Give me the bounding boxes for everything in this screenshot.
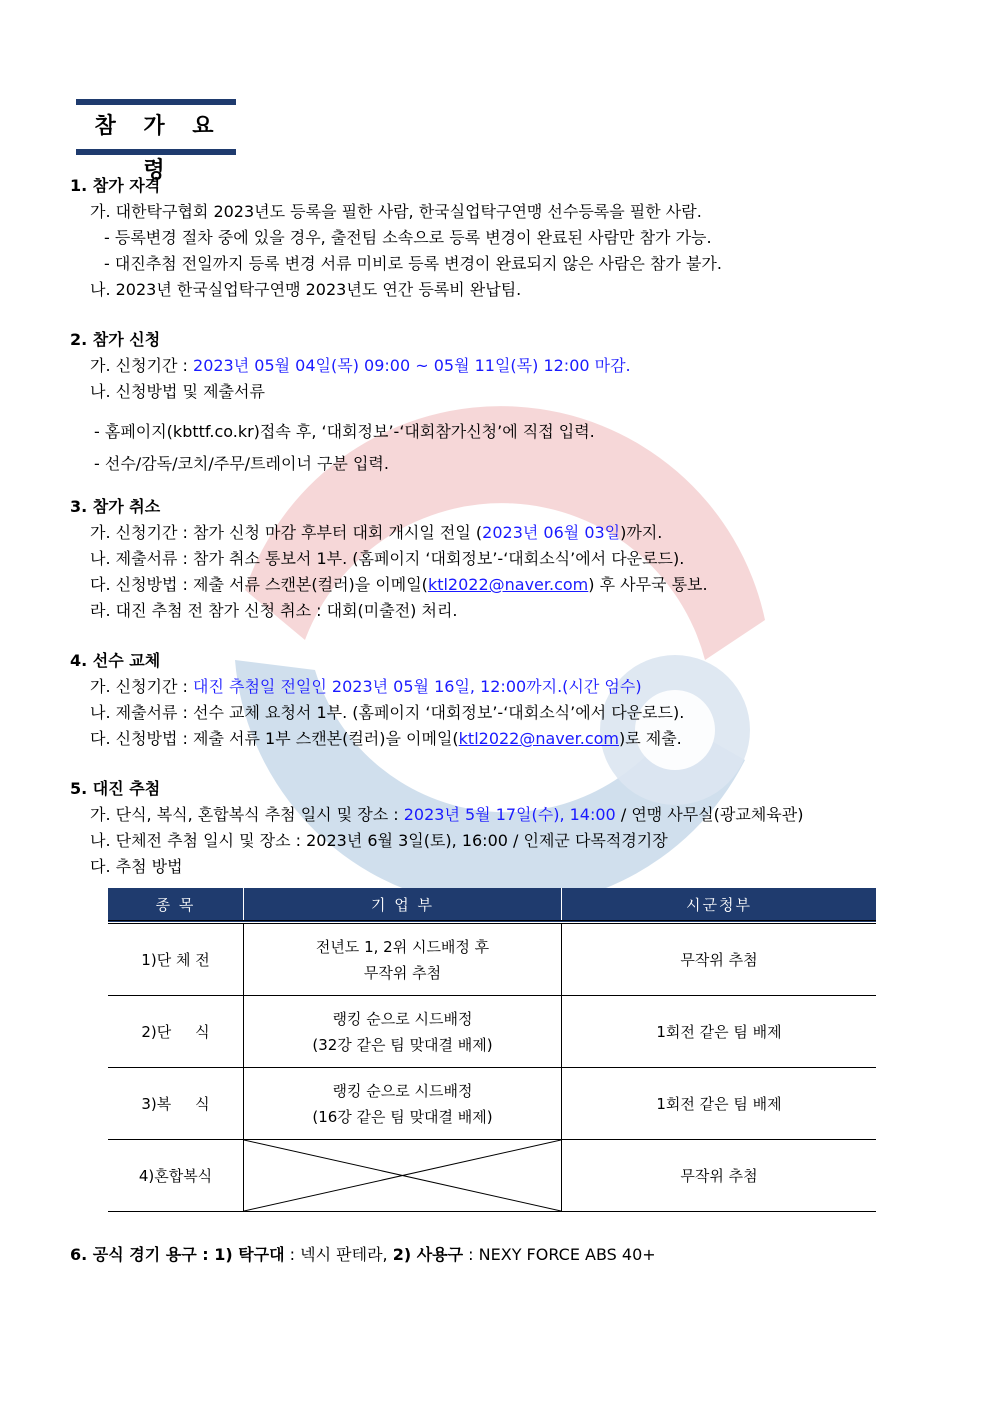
cancellation-method-text: 다. 신청방법 : 제출 서류 스캔본(컬러)을 이메일( [90,575,428,594]
eligibility-note-2: - 대진추첨 전일까지 등록 변경 서류 미비로 등록 변경이 완료되지 않은 사람은 참가 불가. [104,254,722,273]
section-heading: 6. 공식 경기 용구 : [70,1245,215,1264]
corporate-line-2: 무작위 추첨 [363,963,442,982]
application-period-value: 2023년 05월 04일(목) 09:00 ~ 05월 11일(목) 12:00 마감. [193,356,631,375]
substitution-documents: 나. 제출서류 : 선수 교체 요청서 1부. (홈페이지 ‘대회정보’-‘대회소식’에서 다운로드). [90,703,685,722]
corporate-cell [244,1068,562,1140]
column-header-event: 종 목 [108,888,244,922]
application-method: 나. 신청방법 및 제출서류 [90,382,265,401]
equipment-ball-label: 2) 사용구 [392,1245,464,1264]
title-bottom-rule [76,149,236,155]
cancellation-deadline: 2023년 06월 03일 [482,523,621,542]
section-eligibility [70,173,722,303]
cancellation-documents: 나. 제출서류 : 참가 취소 통보서 1부. (홈페이지 ‘대회정보’-‘대회소식’에서 다운로드). [90,549,685,568]
municipal-cell: 무작위 추첨 [562,1140,877,1212]
application-period [70,353,631,379]
event-cell: 2)단 식 [108,996,244,1068]
municipal-cell: 1회전 같은 팀 배제 [562,996,877,1068]
equipment-table-label: 1) 탁구대 [214,1245,285,1264]
cancellation-note: 라. 대진 추첨 전 참가 신청 취소 : 대회(미출전) 처리. [90,601,458,620]
corporate-cell [244,922,562,996]
application-period-label: 가. 신청기간 : [90,356,194,375]
table-header-row [108,888,876,922]
section-player-substitution [70,648,684,752]
table-row [108,996,876,1068]
draw-schedule-individual [70,802,803,828]
application-method-item-1: - 홈페이지(kbttf.co.kr)접속 후, ‘대회정보’-‘대회참가신청’에 직접 입력. [94,422,595,441]
draw-method-label: 다. 추첨 방법 [90,857,183,876]
substitution-method [70,726,684,752]
page-title: 참 가 요 령 [94,114,224,183]
table-row [108,1140,876,1212]
page-title-box [76,99,236,183]
municipal-cell: 무작위 추첨 [562,922,877,996]
corporate-line-1: 랭킹 순으로 시드배정 [332,1081,473,1100]
cross-out-mark [244,1140,561,1211]
column-header-corporate: 기 업 부 [244,888,562,922]
cancellation-period-suffix: )까지. [620,523,663,542]
cancellation-period-text: 가. 신청기간 : 참가 신청 마감 후부터 대회 개시일 전일 ( [90,523,483,542]
section-heading: 2. 참가 신청 [70,330,161,349]
substitution-period [70,674,684,700]
draw-schedule-place: / 연맹 사무실(광교체육관) [615,805,804,824]
section-heading: 1. 참가 자격 [70,176,161,195]
substitution-method-text: 다. 신청방법 : 제출 서류 1부 스캔본(컬러)을 이메일( [90,729,459,748]
corporate-line-2: (16강 같은 팀 맞대결 배제) [312,1107,493,1126]
not-applicable-cell [244,1140,562,1212]
email-link[interactable]: ktl2022@naver.com [427,575,589,594]
column-header-municipal: 시군청부 [562,888,877,922]
section-cancellation [70,494,708,624]
equipment-table-value: : 넥시 판테라, [284,1245,393,1264]
table-row [108,1068,876,1140]
substitution-period-label: 가. 신청기간 : [90,677,194,696]
substitution-period-value: 대진 추첨일 전일인 2023년 05월 16일, 12:00까지.(시간 엄수) [193,677,642,696]
section-official-equipment [70,1242,656,1268]
substitution-method-suffix: )로 제출. [618,729,682,748]
event-cell: 1)단 체 전 [108,922,244,996]
section-heading: 3. 참가 취소 [70,497,161,516]
eligibility-line-na: 나. 2023년 한국실업탁구연맹 2023년도 연간 등록비 완납팀. [90,280,522,299]
section-heading: 4. 선수 교체 [70,651,161,670]
cancellation-period [70,520,708,546]
draw-schedule-date: 2023년 5월 17일(수), 14:00 [403,805,616,824]
corporate-line-1: 랭킹 순으로 시드배정 [332,1009,473,1028]
eligibility-line-ga: 가. 대한탁구협회 2023년도 등록을 필한 사람, 한국실업탁구연맹 선수등록을 필한 사람. [90,202,702,221]
corporate-cell [244,996,562,1068]
corporate-line-2: (32강 같은 팀 맞대결 배제) [312,1035,493,1054]
section-heading: 5. 대진 추첨 [70,779,161,798]
draw-schedule-label: 가. 단식, 복식, 혼합복식 추첨 일시 및 장소 : [90,805,404,824]
equipment-ball-value: : NEXY FORCE ABS 40+ [463,1245,656,1264]
event-cell: 3)복 식 [108,1068,244,1140]
municipal-cell: 1회전 같은 팀 배제 [562,1068,877,1140]
application-method-item-2: - 선수/감독/코치/주무/트레이너 구분 입력. [94,454,389,473]
eligibility-note-1: - 등록변경 절차 중에 있을 경우, 출전팀 소속으로 등록 변경이 완료된 사람만 참가 가능. [104,228,712,247]
cancellation-method [70,572,708,598]
email-link[interactable]: ktl2022@naver.com [458,729,619,748]
draw-method-table [108,888,876,1212]
cancellation-method-suffix: ) 후 사무국 통보. [588,575,708,594]
section-draw [70,776,803,880]
corporate-line-1: 전년도 1, 2위 시드배정 후 [315,937,490,956]
table-row [108,922,876,996]
section-application [70,327,631,477]
event-cell: 4)혼합복식 [108,1140,244,1212]
draw-schedule-team: 나. 단체전 추첨 일시 및 장소 : 2023년 6월 3일(토), 16:00 / 인제군 다목적경기장 [90,831,668,850]
